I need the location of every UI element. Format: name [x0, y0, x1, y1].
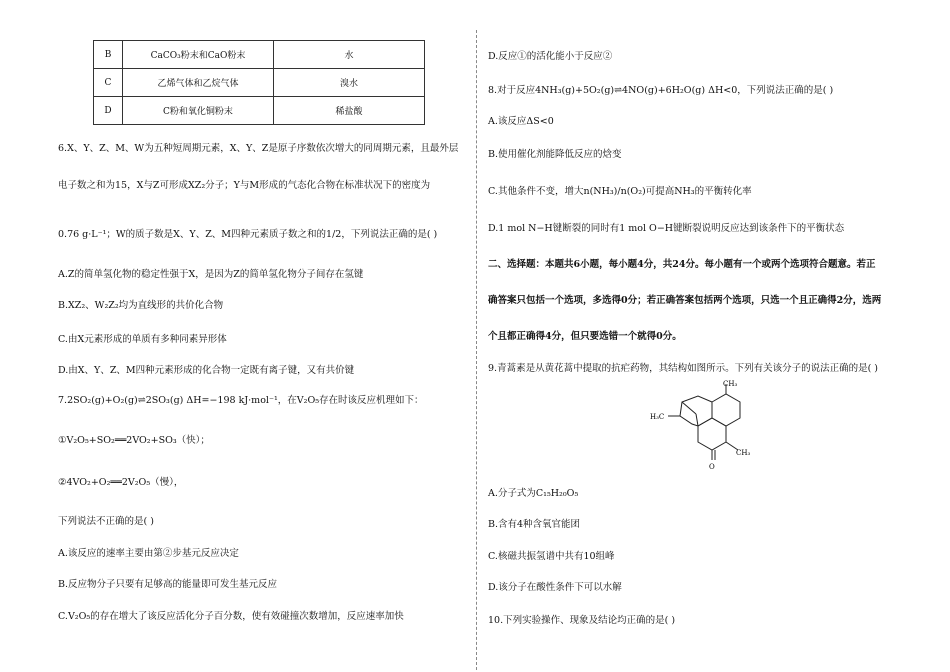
q8-option-d: D.1 mol N−H键断裂的同时有1 mol O−H键断裂说明反应达到该条件下的平衡状态 — [488, 223, 845, 234]
table-cell-reagent: 水 — [274, 41, 425, 69]
table-cell-key: B — [94, 41, 123, 69]
table-cell-reagent: 稀盐酸 — [274, 97, 425, 125]
ring-right — [712, 394, 740, 426]
q6-option-a: A.Z的简单氢化物的稳定性强于X，是因为Z的简单氢化物分子间存在氢键 — [58, 269, 364, 280]
options-table — [93, 40, 425, 125]
q8-option-c: C.其他条件不变，增大n(NH₃)/n(O₂)可提高NH₃的平衡转化率 — [488, 186, 752, 197]
q7-mechanism-1: ①V₂O₅+SO₂══2VO₂+SO₃（快）； — [58, 435, 210, 446]
q6-option-d: D.由X、Y、Z、M四种元素形成的化合物一定既有离子键，又有共价键 — [58, 365, 355, 376]
table-cell-reagent: 溴水 — [274, 69, 425, 97]
q8-line1: 8.对于反应4NH₃(g)+5O₂(g)⇌4NO(g)+6H₂O(g) ΔH<0，下列说法正确的是( ) — [488, 85, 834, 96]
q7-line1: 7.2SO₂(g)+O₂(g)⇌2SO₃(g) ΔH=−198 kJ·mol⁻¹，在V₂O₅存在时该反应机理如下： — [58, 395, 424, 406]
ring-peroxide — [680, 396, 712, 426]
column-divider — [476, 30, 477, 670]
artemisinin-structure-diagram — [640, 380, 770, 472]
ring-lactone — [698, 418, 726, 450]
section2-line3: 个且都正确得4分，但只要选错一个就得0分。 — [488, 331, 682, 342]
table-cell-substance: C粉和氧化铜粉末 — [123, 97, 274, 125]
section2-line2: 确答案只包括一个选项，多选得0分；若正确答案包括两个选项，只选一个且正确得2分，选两 — [488, 295, 882, 306]
q9-line1: 9.青蒿素是从黄花蒿中提取的抗疟药物，其结构如图所示。下列有关该分子的说法正确的是( ) — [488, 363, 878, 374]
label-h3c: H₃C — [650, 413, 665, 421]
table-cell-key: D — [94, 97, 123, 125]
q6-line1: 6.X、Y、Z、M、W为五种短周期元素，X、Y、Z是原子序数依次增大的同周期元素，且最外层 — [58, 143, 459, 154]
q6-line2: 电子数之和为15，X与Z可形成XZ₂分子；Y与M形成的气态化合物在标准状况下的密度为 — [58, 180, 431, 191]
q8-option-b: B.使用催化剂能降低反应的焓变 — [488, 149, 622, 160]
q6-option-c: C.由X元素形成的单质有多种同素异形体 — [58, 334, 227, 345]
section2-line1: 二、选择题：本题共6小题，每小题4分，共24分。每小题有一个或两个选项符合题意。若正 — [488, 259, 876, 270]
q9-option-d: D.该分子在酸性条件下可以水解 — [488, 582, 622, 593]
bridge-bond-2 — [696, 414, 698, 426]
table-cell-substance: 乙烯气体和乙烷气体 — [123, 69, 274, 97]
q7-mechanism-2: ②4VO₂+O₂══2V₂O₅（慢）， — [58, 477, 184, 488]
table-cell-substance: CaCO₃粉末和CaO粉末 — [123, 41, 274, 69]
q7-option-c: C.V₂O₅的存在增大了该反应活化分子百分数，使有效碰撞次数增加，反应速率加快 — [58, 611, 404, 622]
q7-option-a: A.该反应的速率主要由第②步基元反应决定 — [58, 548, 239, 559]
label-carbonyl-o: O — [709, 463, 715, 471]
q9-option-c: C.核磁共振氢谱中共有10组峰 — [488, 551, 615, 562]
table-row — [94, 41, 425, 69]
q9-option-a: A.分子式为C₁₅H₂₀O₅ — [488, 488, 579, 499]
q10-line1: 10.下列实验操作、现象及结论均正确的是( ) — [488, 615, 676, 626]
bridge-bond — [682, 402, 696, 414]
q6-option-b: B.XZ₂、W₂Z₂均为直线形的共价化合物 — [58, 300, 224, 311]
q7-option-d: D.反应①的活化能小于反应② — [488, 51, 613, 62]
q9-option-b: B.含有4种含氧官能团 — [488, 519, 581, 530]
q7-question: 下列说法不正确的是( ) — [58, 516, 154, 527]
q6-line3: 0.76 g·L⁻¹；W的质子数是X、Y、Z、M四种元素质子数之和的1/2，下列说法正确的是( ) — [58, 229, 438, 240]
table-cell-key: C — [94, 69, 123, 97]
label-ch3-top: CH₃ — [723, 380, 738, 388]
table-row — [94, 97, 425, 125]
q8-option-a: A.该反应ΔS<0 — [488, 116, 554, 127]
label-ch3-bottom: CH₃ — [736, 449, 751, 457]
q7-option-b: B.反应物分子只要有足够高的能量即可发生基元反应 — [58, 579, 278, 590]
table-row — [94, 69, 425, 97]
